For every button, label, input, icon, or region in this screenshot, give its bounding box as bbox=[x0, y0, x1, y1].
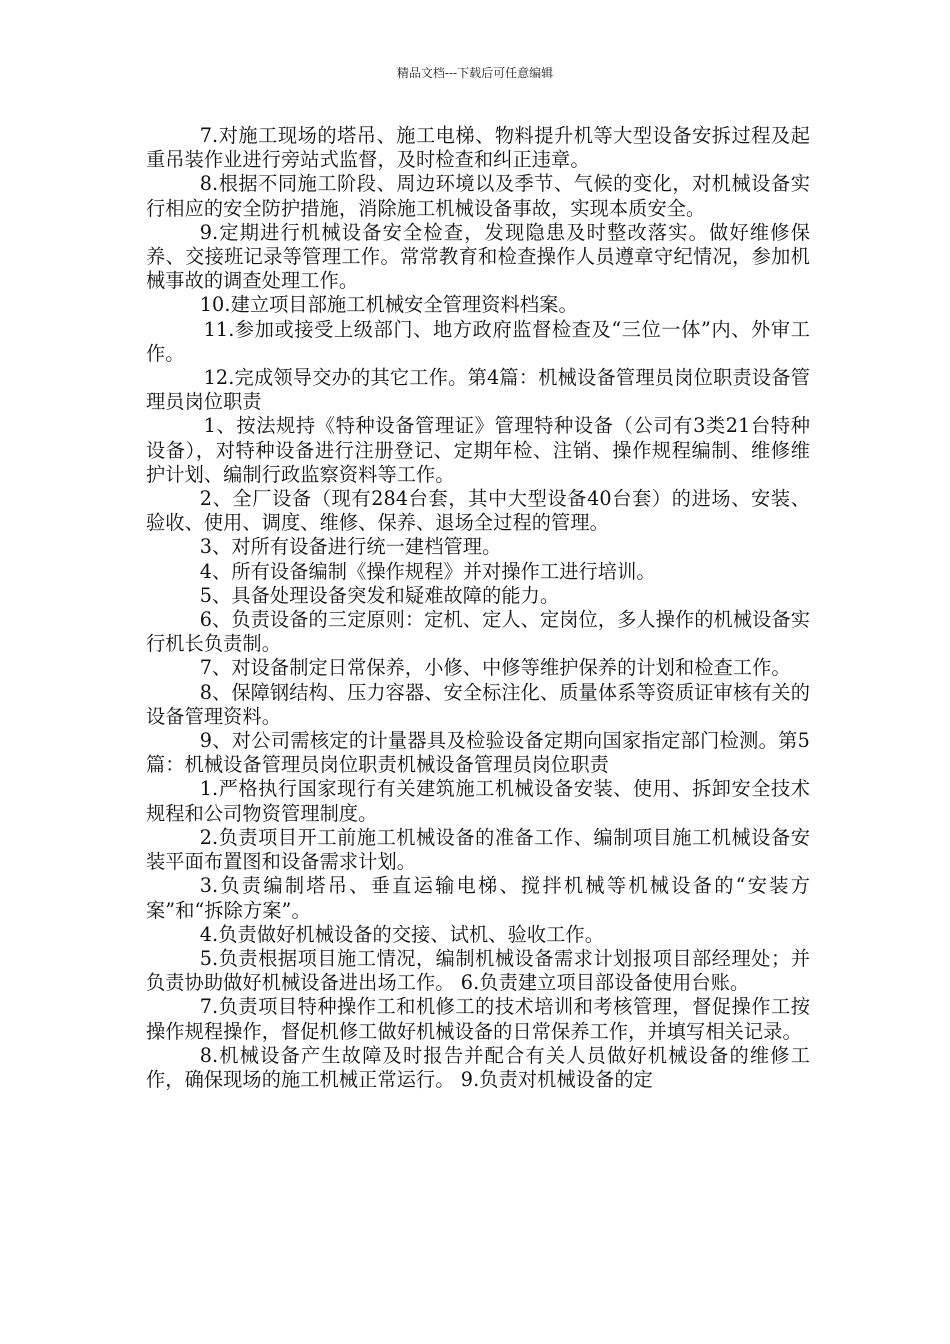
paragraph: 1.严格执行国家现行有关建筑施工机械设备安装、使用、拆卸安全技术规程和公司物资管理制度。 bbox=[146, 777, 810, 825]
paragraph: 9.定期进行机械设备安全检查，发现隐患及时整改落实。做好维修保养、交接班记录等管理工作。常常教育和检查操作人员遵章守纪情况，参加机械事故的调查处理工作。 bbox=[146, 220, 810, 293]
page-header: 精品文档---下载后可任意编辑 bbox=[396, 66, 554, 80]
paragraph: 8.机械设备产生故障及时报告并配合有关人员做好机械设备的维修工作，确保现场的施工机械正常运行。 9.负责对机械设备的定 bbox=[146, 1043, 810, 1091]
paragraph: 3.负责编制塔吊、垂直运输电梯、搅拌机械等机械设备的“安装方案”和“拆除方案”。 bbox=[146, 874, 810, 922]
paragraph: 7.负责项目特种操作工和机修工的技术培训和考核管理，督促操作工按操作规程操作，督促机修工做好机械设备的日常保养工作，并填写相关记录。 bbox=[146, 995, 810, 1043]
paragraph: 4、所有设备编制《操作规程》并对操作工进行培训。 bbox=[199, 559, 656, 583]
paragraph: 1、按法规持《特种设备管理证》管理特种设备（公司有3类21台特种设备），对特种设备进行注册登记、定期年检、注销、操作规程编制、维修维护计划、编制行政监察资料等工作。 bbox=[146, 414, 810, 486]
paragraph: 12.完成领导交办的其它工作。第4篇：机械设备管理员岗位职责设备管理员岗位职责 bbox=[146, 366, 810, 414]
paragraph: 8.根据不同施工阶段、周边环境以及季节、气候的变化，对机械设备实行相应的安全防护措施，消除施工机械设备事故，实现本质安全。 bbox=[146, 172, 810, 220]
paragraph: 2、全厂设备（现有284台套，其中大型设备40台套）的进场、安装、验收、使用、调度、维修、保养、退场全过程的管理。 bbox=[146, 487, 810, 535]
paragraph: 7.对施工现场的塔吊、施工电梯、物料提升机等大型设备安拆过程及起重吊装作业进行旁站式监督，及时检查和纠正违章。 bbox=[146, 124, 810, 172]
paragraph: 3、对所有设备进行统一建档管理。 bbox=[199, 535, 502, 559]
paragraph: 5.负责根据项目施工情况，编制机械设备需求计划报项目部经理处；并负责协助做好机械设备进出场工作。 6.负责建立项目部设备使用台账。 bbox=[146, 946, 810, 995]
paragraph: 10.建立项目部施工机械安全管理资料档案。 bbox=[199, 293, 578, 317]
paragraph: 9、对公司需核定的计量器具及检验设备定期向国家指定部门检测。第5篇：机械设备管理员岗位职责机械设备管理员岗位职责 bbox=[146, 729, 810, 777]
paragraph: 2.负责项目开工前施工机械设备的准备工作、编制项目施工机械设备安装平面布置图和设备需求计划。 bbox=[146, 825, 810, 874]
document-body bbox=[146, 124, 810, 1092]
paragraph: 7、对设备制定日常保养，小修、中修等维护保养的计划和检查工作。 bbox=[199, 656, 791, 680]
paragraph: 11.参加或接受上级部门、地方政府监督检查及“三位一体”内、外审工作。 bbox=[146, 317, 810, 365]
paragraph: 8、保障钢结构、压力容器、安全标注化、质量体系等资质证审核有关的设备管理资料。 bbox=[146, 680, 810, 728]
paragraph: 4.负责做好机械设备的交接、试机、验收工作。 bbox=[199, 922, 605, 946]
paragraph: 5、具备处理设备突发和疑难故障的能力。 bbox=[199, 583, 560, 607]
paragraph: 6、负责设备的三定原则：定机、定人、定岗位，多人操作的机械设备实行机长负责制。 bbox=[146, 608, 810, 656]
